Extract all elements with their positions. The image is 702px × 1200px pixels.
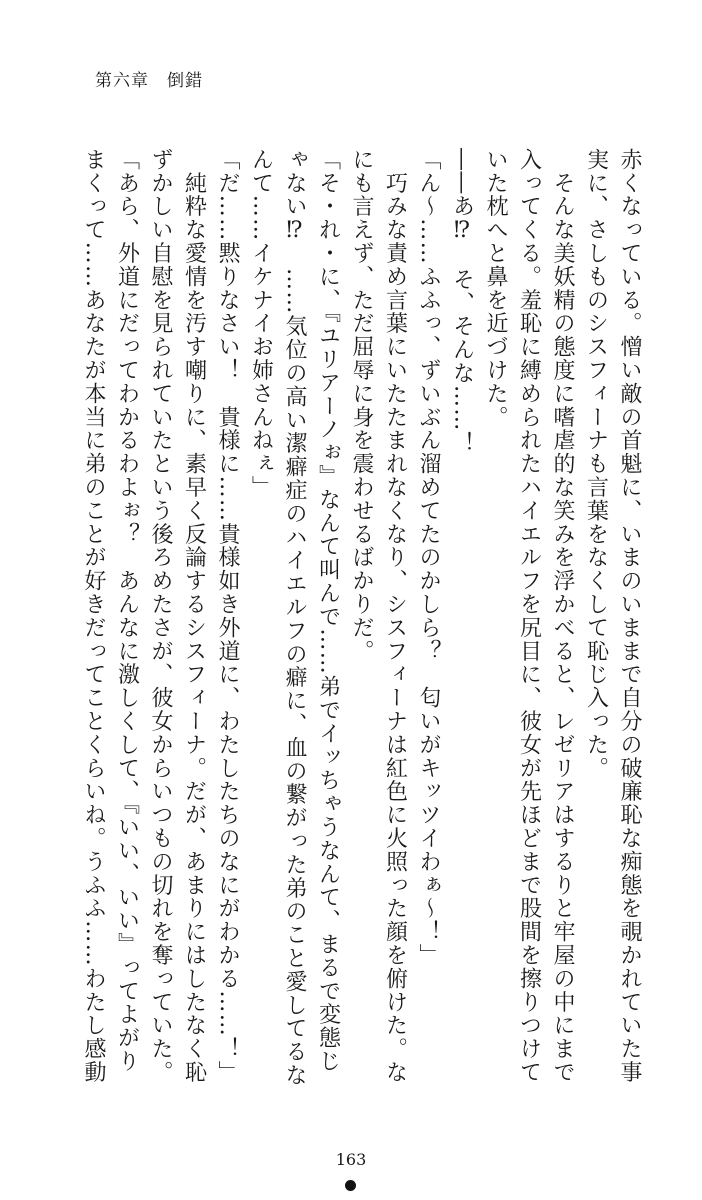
text-line: んて……イケナイお姉さんねぇ」 xyxy=(248,148,274,499)
page-number: 163 xyxy=(335,1150,367,1169)
text-line: ずかしい自慰を見られていたという後ろめたさが、彼女からいつもの切れを奪っていた。 xyxy=(148,148,173,1084)
text-line: 「そ・れ・に、『ユリアーノぉ』なんて叫んで……弟でイッちゃうなんて、まるで変態じ xyxy=(315,148,341,1073)
text-line: 「あら、外道にだってわかるわよぉ？ あんなに激しくして、『いい、いい』ってよがり xyxy=(114,148,140,1073)
chapter-header: 第六章 倒錯 xyxy=(95,71,203,91)
text-line: 赤くなっている。憎い敵の首魁に、いまのいままで自分の破廉恥な痴態を覗かれていた事 xyxy=(617,148,642,1084)
text-line: 実に、さしものシスフィーナも言葉をなくして恥じ入った。 xyxy=(583,148,609,780)
text-line: 「ん～……ふふっ、ずいぶん溜めてたのかしら？ 匂いがキッツイわぁ～！」 xyxy=(416,148,441,967)
text-line: いた枕へと鼻を近づけた。 xyxy=(483,148,508,429)
text-line: まくって……あなたが本当に弟のことが好きだってことくらいね。うふふ……わたし感動 xyxy=(81,148,106,1084)
text-line: そんな美妖精の態度に嗜虐的な笑みを浮かべると、レゼリアはするりと牢屋の中にまで xyxy=(550,148,575,1084)
text-line: 「だ……黙りなさい！ 貴様に……貴様如き外道に、わたしたちのなにがわかる……！」 xyxy=(215,148,240,1084)
text-line: 巧みな責め言葉にいたたまれなくなり、シスフィーナは紅色に火照った顔を俯けた。な xyxy=(382,148,408,1084)
body-text xyxy=(77,148,647,1093)
text-line: ――あ⁉ そ、そんな……！ xyxy=(449,148,475,456)
text-line: にも言えず、ただ屈辱に身を震わせるばかりだ。 xyxy=(349,148,374,663)
page-marker-dot-icon xyxy=(345,1180,356,1191)
text-line: ゃない⁉ ……気位の高い潔癖症のハイエルフの癖に、血の繋がった弟のこと愛してるな xyxy=(282,148,307,1087)
text-line: 純粋な愛情を汚す嘲りに、素早く反論するシスフィーナ。だが、あまりにはしたなく恥 xyxy=(181,148,207,1084)
text-line: 入ってくる。羞恥に縛められたハイエルフを尻目に、彼女が先ほどまで股間を擦りつけて xyxy=(516,148,542,1084)
